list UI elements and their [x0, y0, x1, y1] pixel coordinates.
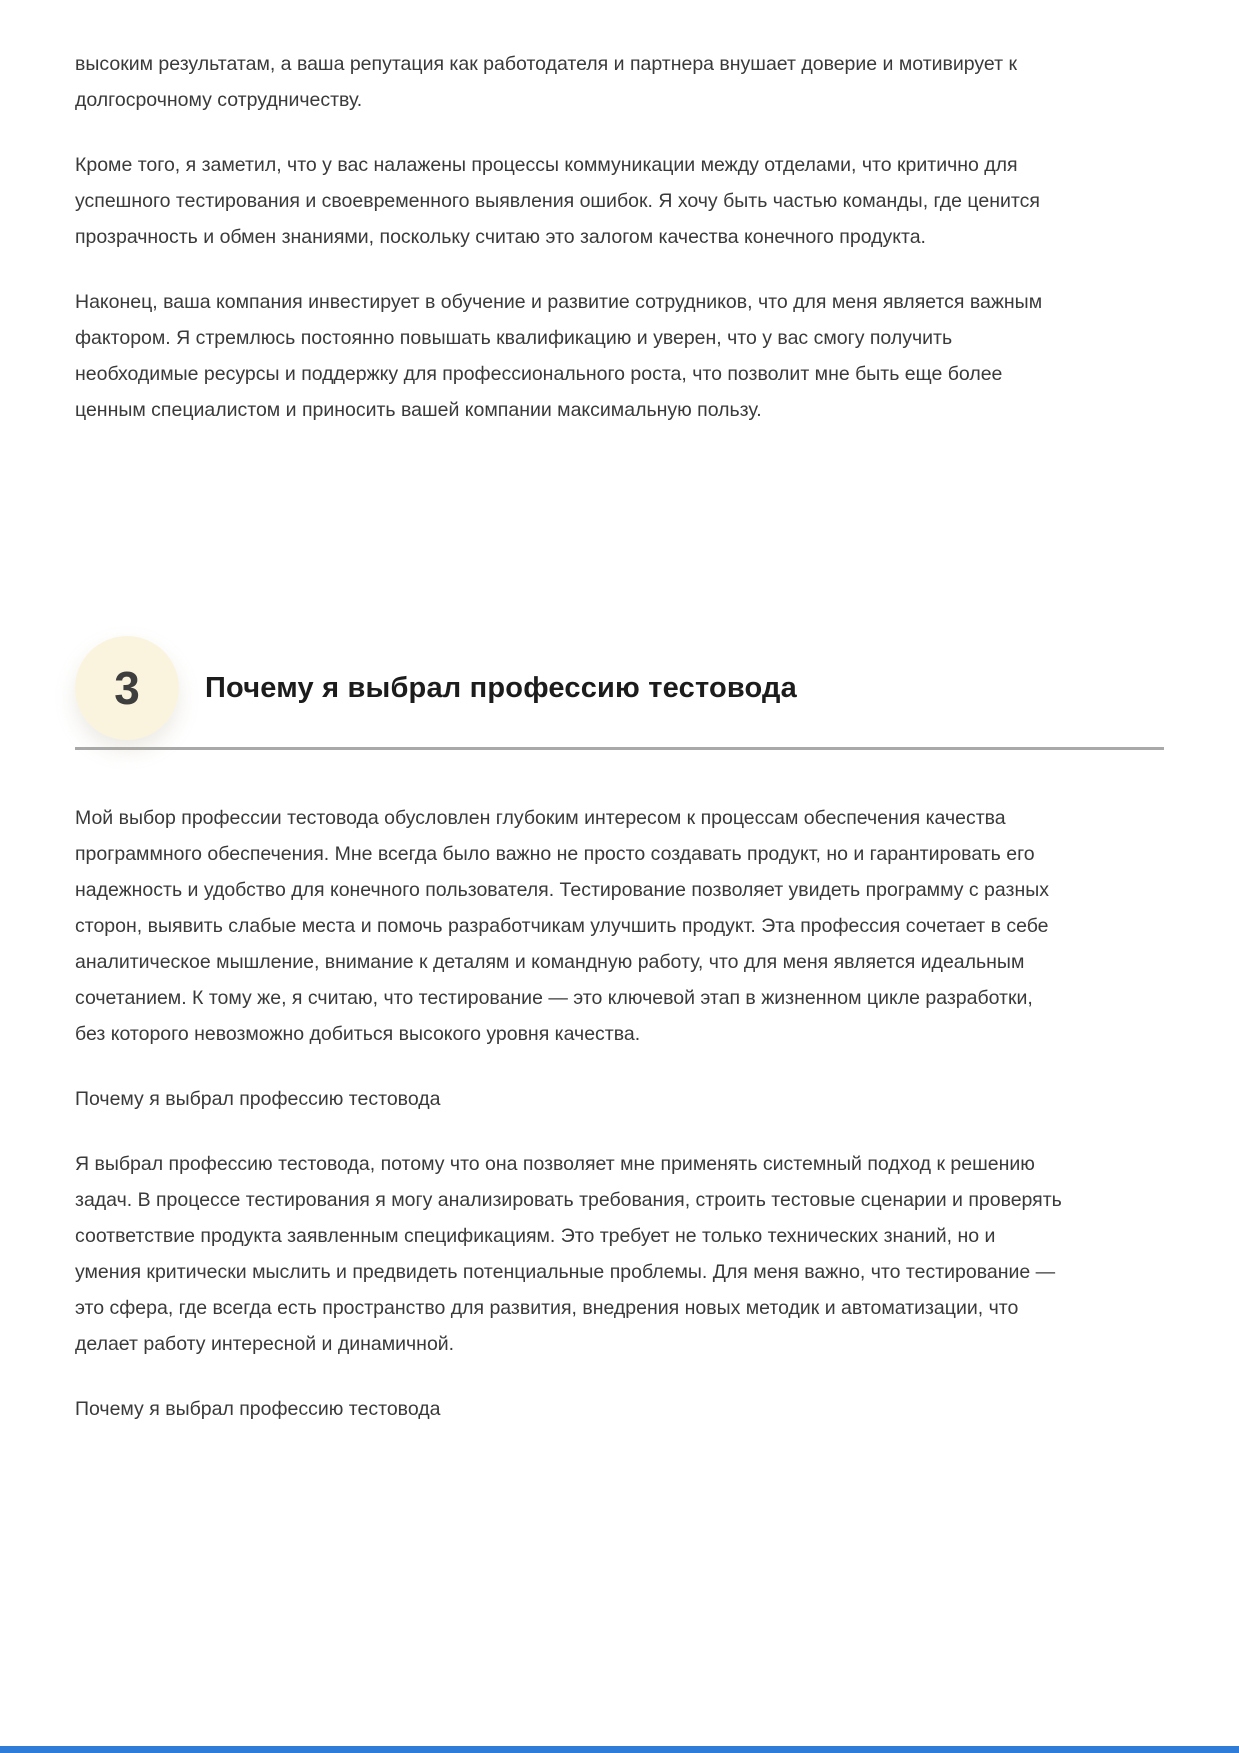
body-paragraphs	[75, 800, 1164, 1427]
paragraph: высоким результатам, а ваша репутация как работодателя и партнера внушает доверие и мотивирует к долгосрочному сотрудничеству.	[75, 53, 1017, 111]
section-title: Почему я выбрал профессию тестовода	[205, 671, 797, 704]
paragraph: Я выбрал профессию тестовода, потому что она позволяет мне применять системный подход к решению задач. В процессе тестирования я могу анализировать требования, строить тестовые сценарии и проверять соответствие продукта заявленным спецификациям. Это требует не только технических знаний, но и умения критически мыслить и предвидеть потенциальные проблемы. Для меня важно, что тестирование — это сфера, где всегда есть пространство для развития, внедрения новых методик и автоматизации, что делает работу интересной и динамичной.	[75, 1153, 1062, 1355]
repeated-heading-line: Почему я выбрал профессию тестовода	[75, 1088, 441, 1110]
section-divider	[75, 747, 1164, 750]
bottom-accent-bar	[0, 1746, 1239, 1753]
section-number-badge: 3	[75, 636, 179, 740]
repeated-heading-line: Почему я выбрал профессию тестовода	[75, 1398, 441, 1420]
paragraph: Наконец, ваша компания инвестирует в обучение и развитие сотрудников, что для меня является важным фактором. Я стремлюсь постоянно повышать квалификацию и уверен, что у вас смогу получить необходимые ресурсы и поддержку для профессионального роста, что позволит мне быть еще более ценным специалистом и приносить вашей компании максимальную пользу.	[75, 291, 1043, 421]
paragraph: Мой выбор профессии тестовода обусловлен глубоким интересом к процессам обеспечения качества программного обеспечения. Мне всегда было важно не просто создавать продукт, но и гарантировать его надежность и удобство для конечного пользователя. Тестирование позволяет увидеть программу с разных сторон, выявить слабые места и помочь разработчикам улучшить продукт. Эта профессия сочетает в себе аналитическое мышление, внимание к деталям и командную работу, что для меня является идеальным сочетанием. К тому же, я считаю, что тестирование — это ключевой этап в жизненном цикле разработки, без которого невозможно добиться высокого уровня качества.	[75, 807, 1049, 1045]
paragraph: Кроме того, я заметил, что у вас налажены процессы коммуникации между отделами, что критично для успешного тестирования и своевременного выявления ошибок. Я хочу быть частью команды, где ценится прозрачность и обмен знаниями, поскольку считаю это залогом качества конечного продукта.	[75, 154, 1040, 248]
intro-paragraphs	[75, 46, 1164, 428]
section-header	[75, 636, 1164, 740]
